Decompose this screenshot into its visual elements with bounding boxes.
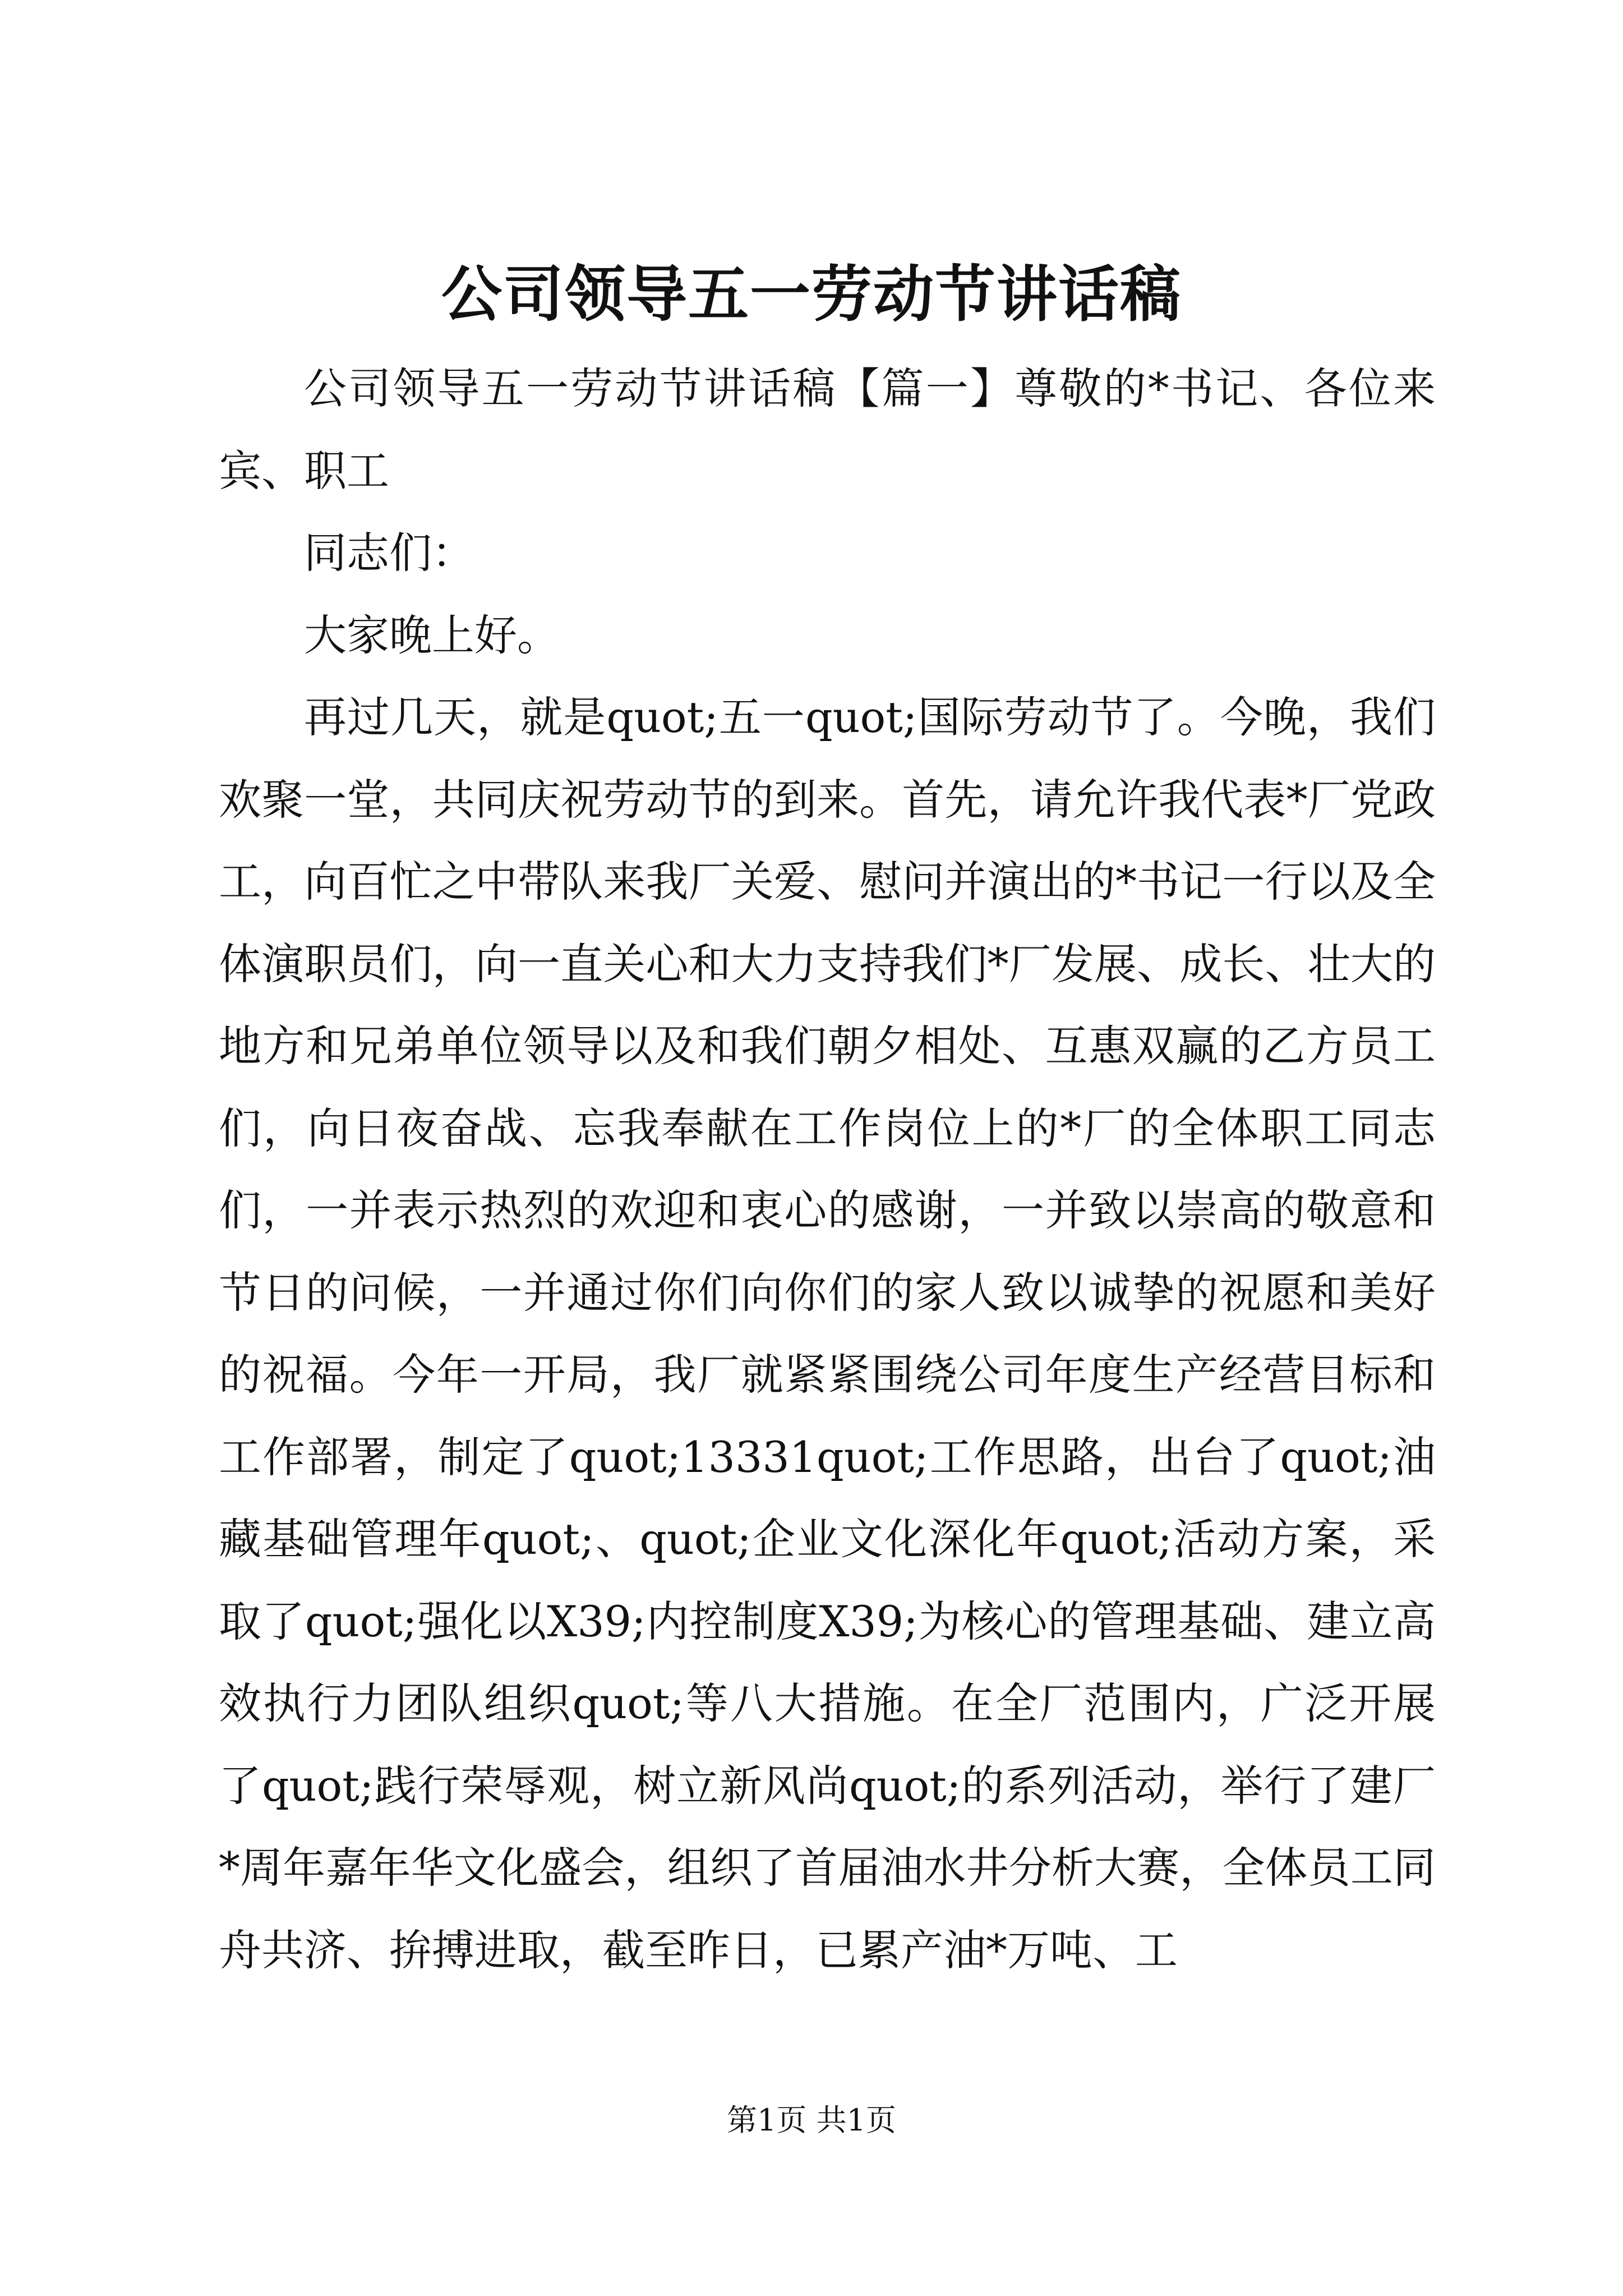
document-body — [219, 348, 1436, 1991]
paragraph-greeting: 大家晚上好。 — [304, 610, 560, 660]
paragraph-main: 再过几天，就是quot;五一quot;国际劳动节了。今晚，我们欢聚一堂，共同庆祝劳动节的到来。首先，请允许我代表*厂党政工，向百忙之中带队来我厂关爱、慰问并演出的*书记一行以及全体演职员们，向一直关心和大力支持我们*厂发展、成长、壮大的地方和兄弟单位领导以及和我们朝夕相处、互惠双赢的乙方员工们，向日夜奋战、忘我奉献在工作岗位上的*厂的全体职工同志们，一并表示热烈的欢迎和衷心的感谢，一并致以崇高的敬意和节日的问候，一并通过你们向你们的家人致以诚挚的祝愿和美好的祝福。今年一开局，我厂就紧紧围绕公司年度生产经营目标和工作部署，制定了quot;13331quot;工作思路，出台了quot;油藏基础管理年quot;、quot;企业文化深化年quot;活动方案，采取了quot;强化以X39;内控制度X39;为核心的管理基础、建立高效执行力团队组织quot;等八大措施。在全厂范围内，广泛开展了quot;践行荣辱观，树立新风尚quot;的系列活动，举行了建厂*周年嘉年华文化盛会，组织了首届油水井分析大赛，全体员工同舟共济、拚搏进取，截至昨日，已累产油*万吨、工 — [219, 692, 1436, 1975]
document-title: 公司领导五一劳动节讲话稿 — [441, 259, 1182, 330]
paragraph-opening: 公司领导五一劳动节讲话稿【篇一】尊敬的*书记、各位来宾、职工 — [219, 364, 1436, 496]
paragraph-salutation: 同志们： — [304, 528, 474, 578]
page-footer: 第1页 共1页 — [727, 2102, 896, 2138]
